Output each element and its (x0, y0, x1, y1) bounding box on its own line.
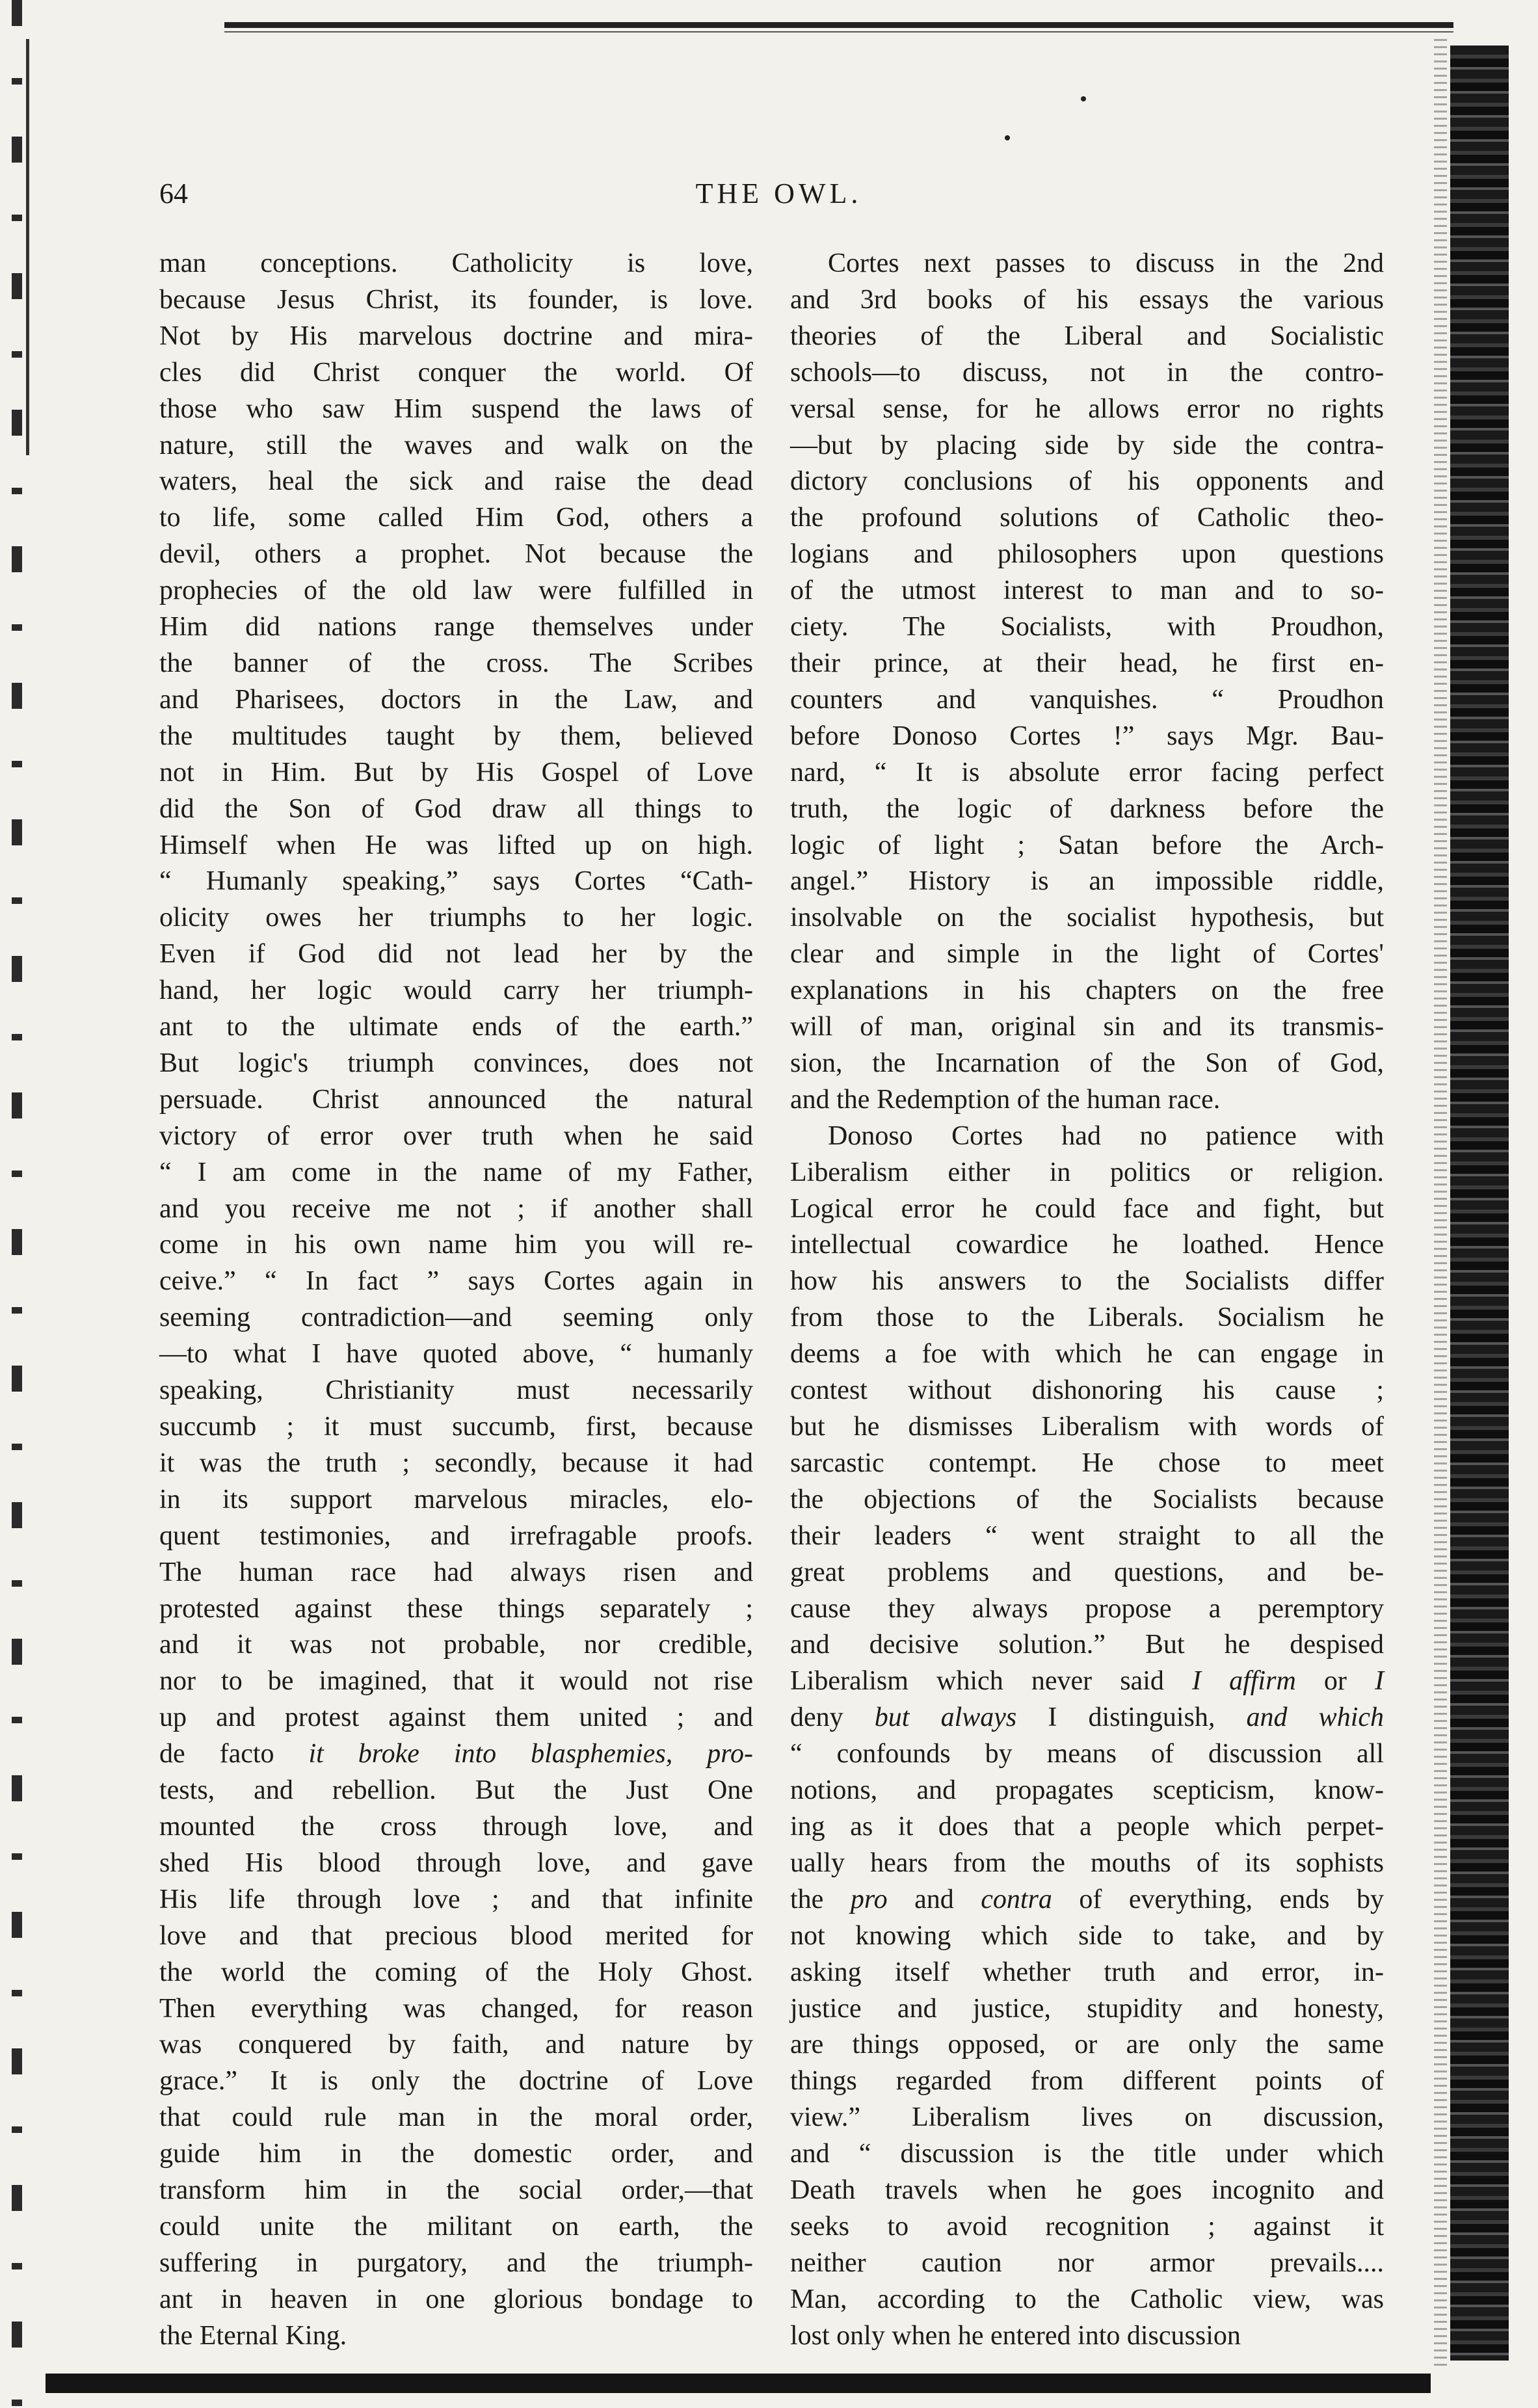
text-segment: not knowing which side to take, and by (790, 1920, 1384, 1951)
text-line (159, 719, 753, 755)
text-segment: “ I am come in the name of my Father, (159, 1157, 753, 1187)
italic-text: it broke into blasphemies, pro- (274, 1739, 753, 1769)
text-segment: view.” Liberalism lives on discussion, (790, 2102, 1384, 2133)
text-line (159, 936, 753, 973)
text-segment: and Pharisees, doctors in the Law, and (159, 684, 753, 715)
text-line (790, 355, 1384, 391)
text-line (159, 2282, 753, 2318)
text-segment: up and protest against them united ; and (159, 1702, 753, 1733)
text-segment: counters and vanquishes. “ Proudhon (790, 684, 1384, 715)
text-line (159, 464, 753, 500)
text-segment: ciety. The Socialists, with Proudhon, (790, 612, 1384, 642)
text-segment: versal sense, for he allows error no rights (790, 393, 1384, 424)
text-segment: great problems and questions, and be- (790, 1557, 1384, 1587)
text-line (790, 1663, 1384, 1700)
text-segment: and decisive solution.” But he despised (790, 1630, 1384, 1660)
text-line (159, 1155, 753, 1191)
scan-right-edge (1450, 46, 1509, 2361)
text-segment: suffering in purgatory, and the triumph- (159, 2247, 753, 2278)
text-segment: sion, the Incarnation of the Son of God, (790, 1048, 1384, 1078)
text-segment: did the Son of God draw all things to (159, 793, 753, 824)
text-segment: their prince, at their head, he first en- (790, 648, 1384, 678)
text-segment: or (1295, 1666, 1375, 1697)
text-line (159, 646, 753, 682)
text-segment: de facto (159, 1739, 274, 1769)
italic-text: but always (843, 1702, 1048, 1733)
text-line (790, 1518, 1384, 1555)
italic-text: , and which (1208, 1702, 1385, 1733)
text-segment: speaking, Christianity must necessarily (159, 1375, 753, 1406)
text-segment: Death travels when he goes incognito and (790, 2175, 1384, 2206)
text-line (790, 1300, 1384, 1336)
text-segment: The human race had always risen and (159, 1557, 753, 1587)
text-segment: was conquered by faith, and nature by (159, 2030, 753, 2060)
text-segment: truth, the logic of darkness before the (790, 793, 1384, 824)
text-line (790, 391, 1384, 428)
text-line (790, 1882, 1384, 1918)
text-line (790, 1227, 1384, 1264)
text-line (790, 1482, 1384, 1518)
text-segment: I distinguish (1048, 1702, 1208, 1733)
text-segment: intellectual cowardice he loathed. Hence (790, 1230, 1384, 1260)
text-line (790, 1809, 1384, 1846)
text-segment: the (790, 1884, 851, 1914)
text-segment: of the utmost interest to man and to so- (790, 576, 1384, 606)
text-line (790, 2173, 1384, 2209)
text-segment: the profound solutions of Catholic theo- (790, 503, 1384, 533)
text-line (790, 1991, 1384, 2028)
text-line (159, 2063, 753, 2100)
text-segment: shed His blood through love, and gave (159, 1847, 753, 1878)
text-segment: ceive.” “ In fact ” says Cortes again in (159, 1266, 753, 1297)
text-line (159, 319, 753, 355)
text-segment: Not by His marvelous doctrine and mira- (159, 321, 753, 351)
top-rule-thin (224, 31, 1453, 33)
text-line (159, 2209, 753, 2245)
text-segment: mounted the cross through love, and (159, 1811, 753, 1842)
text-segment: will of man, original sin and its transmis- (790, 1012, 1384, 1042)
text-line (159, 1991, 753, 2028)
text-segment: of everything, ends by (1052, 1884, 1384, 1914)
text-segment: their leaders “ went straight to all the (790, 1520, 1384, 1551)
top-rule (224, 22, 1453, 28)
text-segment: because Jesus Christ, its founder, is love. (159, 284, 753, 315)
text-line (159, 2245, 753, 2282)
text-segment: and it was not probable, nor credible, (159, 1630, 753, 1660)
text-segment: succumb ; it must succumb, first, because (159, 1412, 753, 1442)
text-segment: that could rule man in the moral order, (159, 2102, 753, 2133)
text-segment: prophecies of the old law were fulfilled in (159, 576, 753, 606)
text-line (790, 1155, 1384, 1191)
text-segment: come in his own name him you will re- (159, 1230, 753, 1260)
text-line (790, 864, 1384, 900)
text-segment: not in Him. But by His Gospel of Love (159, 757, 753, 787)
text-line (159, 1373, 753, 1409)
text-line (159, 1518, 753, 1555)
italic-text: contra (981, 1884, 1052, 1914)
text-segment: nard, “ It is absolute error facing perfect (790, 757, 1384, 787)
text-segment: nor to be imagined, that it would not rise (159, 1666, 753, 1697)
text-segment: to life, some called Him God, others a (159, 503, 753, 533)
text-line (159, 1663, 753, 1700)
text-line (790, 2282, 1384, 2318)
text-line (790, 500, 1384, 536)
text-segment: olicity owes her triumphs to her logic. (159, 903, 753, 933)
text-line (790, 646, 1384, 682)
text-segment: the Eternal King. (159, 2320, 347, 2351)
text-line (790, 319, 1384, 355)
text-line (790, 1264, 1384, 1300)
text-line (790, 609, 1384, 646)
text-segment: are things opposed, or are only the same (790, 2030, 1384, 2060)
text-line (159, 1046, 753, 1082)
text-segment: Then everything was changed, for reason (159, 1993, 753, 2024)
text-segment: how his answers to the Socialists differ (790, 1266, 1384, 1297)
text-line (790, 2245, 1384, 2282)
text-segment: the objections of the Socialists because (790, 1484, 1384, 1515)
text-segment: in its support marvelous miracles, elo- (159, 1484, 753, 1515)
right-column (790, 246, 1384, 2355)
text-line (159, 1846, 753, 1882)
text-segment: “ confounds by means of discussion all (790, 1739, 1384, 1769)
text-segment: deny (790, 1702, 843, 1733)
text-segment: logic of light ; Satan before the Arch- (790, 830, 1384, 860)
text-line (159, 1118, 753, 1155)
text-segment: seeming contradiction—and seeming only (159, 1303, 753, 1333)
text-segment: cles did Christ conquer the world. Of (159, 357, 753, 388)
text-segment: grace.” It is only the doctrine of Love (159, 2066, 753, 2097)
text-segment: man conceptions. Catholicity is love, (159, 248, 753, 278)
text-line (790, 428, 1384, 464)
text-segment: dictory conclusions of his opponents and (790, 466, 1384, 497)
text-line (790, 1373, 1384, 1409)
text-line (159, 1409, 753, 1446)
text-line (790, 2100, 1384, 2136)
text-segment: guide him in the domestic order, and (159, 2139, 753, 2169)
text-line (159, 1700, 753, 1736)
text-line (159, 1300, 753, 1336)
text-segment: Liberalism which never said (790, 1666, 1192, 1697)
text-segment: Donoso Cortes had no patience with (828, 1120, 1384, 1151)
text-segment: transform him in the social order,—that (159, 2175, 753, 2206)
text-line (159, 246, 753, 282)
text-line (159, 1882, 753, 1918)
text-segment: nature, still the waves and walk on the (159, 430, 753, 460)
text-segment: love and that precious blood merited for (159, 1920, 753, 1951)
page-number: 64 (159, 178, 188, 209)
text-line (790, 1446, 1384, 1482)
text-line (790, 536, 1384, 573)
text-line (159, 1627, 753, 1663)
text-segment: justice and justice, stupidity and honesty, (790, 1993, 1384, 2024)
text-segment: contest without dishonoring his cause ; (790, 1375, 1384, 1406)
text-segment: Even if God did not lead her by the (159, 939, 753, 970)
text-line (159, 864, 753, 900)
text-segment: —but by placing side by side the contra- (790, 430, 1384, 460)
text-line (790, 246, 1384, 282)
text-line (790, 1955, 1384, 1991)
text-segment: Logical error he could face and fight, but (790, 1193, 1384, 1224)
text-segment: and “ discussion is the title under which (790, 2139, 1384, 2169)
text-line (790, 2027, 1384, 2063)
text-line (159, 1555, 753, 1591)
text-line (790, 1918, 1384, 1955)
text-line (790, 2209, 1384, 2245)
text-segment: the banner of the cross. The Scribes (159, 648, 753, 678)
text-line (159, 355, 753, 391)
text-segment: notions, and propagates scepticism, know- (790, 1775, 1384, 1806)
text-segment: asking itself whether truth and error, in- (790, 1957, 1384, 1987)
text-segment: explanations in his chapters on the free (790, 975, 1384, 1006)
text-line (159, 391, 753, 428)
text-line (790, 464, 1384, 500)
text-line (790, 1009, 1384, 1046)
text-segment: seeks to avoid recognition ; against it (790, 2211, 1384, 2242)
text-line (790, 282, 1384, 319)
text-line (790, 791, 1384, 828)
text-segment: cause they always propose a peremptory (790, 1593, 1384, 1624)
text-line (790, 973, 1384, 1009)
scan-left-edge (12, 0, 22, 2408)
text-line (790, 1555, 1384, 1591)
text-segment: the multitudes taught by them, believed (159, 721, 753, 751)
text-segment: quent testimonies, and irrefragable proofs. (159, 1520, 753, 1551)
text-line (159, 1336, 753, 1373)
text-segment: and you receive me not ; if another shall (159, 1193, 753, 1224)
text-line (790, 1409, 1384, 1446)
text-line (790, 1082, 1384, 1118)
text-line (159, 828, 753, 864)
text-segment: victory of error over truth when he said (159, 1120, 753, 1151)
text-line (159, 609, 753, 646)
italic-text: I affirm (1191, 1666, 1296, 1697)
italic-text: I (1375, 1666, 1384, 1697)
text-line (790, 1046, 1384, 1082)
text-line (159, 755, 753, 791)
text-line (159, 1191, 753, 1228)
page-header (159, 177, 1398, 216)
scan-speck (1005, 135, 1010, 140)
text-line (159, 573, 753, 609)
text-segment: “ Humanly speaking,” says Cortes “Cath- (159, 866, 753, 897)
text-segment: but he dismisses Liberalism with words of (790, 1412, 1384, 1442)
text-line (790, 828, 1384, 864)
text-segment: schools—to discuss, not in the contro- (790, 357, 1384, 388)
text-line (790, 573, 1384, 609)
text-line (159, 500, 753, 536)
text-line (159, 1591, 753, 1628)
text-segment: it was the truth ; secondly, because it had (159, 1448, 753, 1478)
text-segment: ing as it does that a people which perpet- (790, 1811, 1384, 1842)
text-line (159, 1918, 753, 1955)
text-line (159, 1082, 753, 1118)
text-line (790, 2318, 1384, 2355)
text-segment: —to what I have quoted above, “ humanly (159, 1339, 753, 1369)
bottom-rule (46, 2374, 1431, 2393)
text-line (159, 2027, 753, 2063)
text-segment: tests, and rebellion. But the Just One (159, 1775, 753, 1806)
text-segment: lost only when he entered into discussion (790, 2320, 1241, 2351)
text-segment: those who saw Him suspend the laws of (159, 393, 753, 424)
text-line (159, 282, 753, 319)
scan-right-edge-noise (1434, 39, 1447, 2367)
text-segment: deems a foe with which he can engage in (790, 1339, 1384, 1369)
text-line (159, 428, 753, 464)
text-line (790, 2063, 1384, 2100)
text-segment: theories of the Liberal and Socialistic (790, 321, 1384, 351)
text-line (790, 1773, 1384, 1809)
text-segment: devil, others a prophet. Not because the (159, 539, 753, 570)
text-line (159, 682, 753, 719)
text-line (159, 1482, 753, 1518)
text-line (159, 1773, 753, 1809)
text-segment: neither caution nor armor prevails.... (790, 2247, 1384, 2278)
text-line (159, 2100, 753, 2136)
text-line (790, 1736, 1384, 1773)
text-segment: from those to the Liberals. Socialism he (790, 1303, 1384, 1333)
text-line (790, 936, 1384, 973)
text-line (159, 1227, 753, 1264)
text-line (159, 1736, 753, 1773)
text-line (159, 2318, 753, 2355)
text-line (790, 900, 1384, 936)
text-segment: protested against these things separately ; (159, 1593, 753, 1624)
text-segment: Man, according to the Catholic view, was (790, 2284, 1384, 2314)
text-line (159, 973, 753, 1009)
scan-left-edge-mark (26, 39, 29, 455)
text-line (159, 1809, 753, 1846)
text-line (790, 1591, 1384, 1628)
text-line (790, 719, 1384, 755)
text-segment: His life through love ; and that infinite (159, 1884, 753, 1914)
text-segment: and the Redemption of the human race. (790, 1084, 1221, 1115)
text-line (790, 1191, 1384, 1228)
left-column (159, 246, 753, 2355)
text-segment: clear and simple in the light of Cortes' (790, 939, 1384, 970)
text-segment: But logic's triumph convinces, does not (159, 1048, 753, 1078)
text-line (790, 1336, 1384, 1373)
text-line (159, 1446, 753, 1482)
text-segment: ually hears from the mouths of its sophists (790, 1847, 1384, 1878)
text-segment: could unite the militant on earth, the (159, 2211, 753, 2242)
text-segment: persuade. Christ announced the natural (159, 1084, 753, 1115)
text-segment: logians and philosophers upon questions (790, 539, 1384, 570)
text-line (159, 1264, 753, 1300)
scan-speck (1081, 96, 1086, 101)
italic-text: pro (850, 1884, 888, 1914)
text-line (159, 2136, 753, 2173)
text-line (790, 2136, 1384, 2173)
text-segment: sarcastic contempt. He chose to meet (790, 1448, 1384, 1478)
text-segment: ant to the ultimate ends of the earth.” (159, 1012, 753, 1042)
text-segment: things regarded from different points of (790, 2066, 1384, 2097)
text-segment: insolvable on the socialist hypothesis, but (790, 903, 1384, 933)
text-segment: before Donoso Cortes !” says Mgr. Bau- (790, 721, 1384, 751)
text-segment: and (887, 1884, 981, 1914)
running-title: THE OWL. (695, 178, 862, 209)
text-line (159, 1009, 753, 1046)
text-segment: Him did nations range themselves under (159, 612, 753, 642)
text-line (790, 1846, 1384, 1882)
text-line (790, 755, 1384, 791)
text-segment: Liberalism either in politics or religion. (790, 1157, 1384, 1187)
text-line (790, 1627, 1384, 1663)
text-line (790, 682, 1384, 719)
text-line (790, 1700, 1384, 1736)
text-segment: and 3rd books of his essays the various (790, 284, 1384, 315)
text-segment: waters, heal the sick and raise the dead (159, 466, 753, 497)
text-line (159, 900, 753, 936)
text-line (159, 1955, 753, 1991)
text-segment: hand, her logic would carry her triumph- (159, 975, 753, 1006)
text-line (159, 2173, 753, 2209)
text-segment: Himself when He was lifted up on high. (159, 830, 753, 860)
text-segment: ant in heaven in one glorious bondage to (159, 2284, 753, 2314)
text-segment: angel.” History is an impossible riddle, (790, 866, 1384, 897)
text-line (159, 791, 753, 828)
text-line (159, 536, 753, 573)
text-segment: Cortes next passes to discuss in the 2nd (828, 248, 1384, 278)
text-segment: the world the coming of the Holy Ghost. (159, 1957, 753, 1987)
text-line (790, 1118, 1384, 1155)
